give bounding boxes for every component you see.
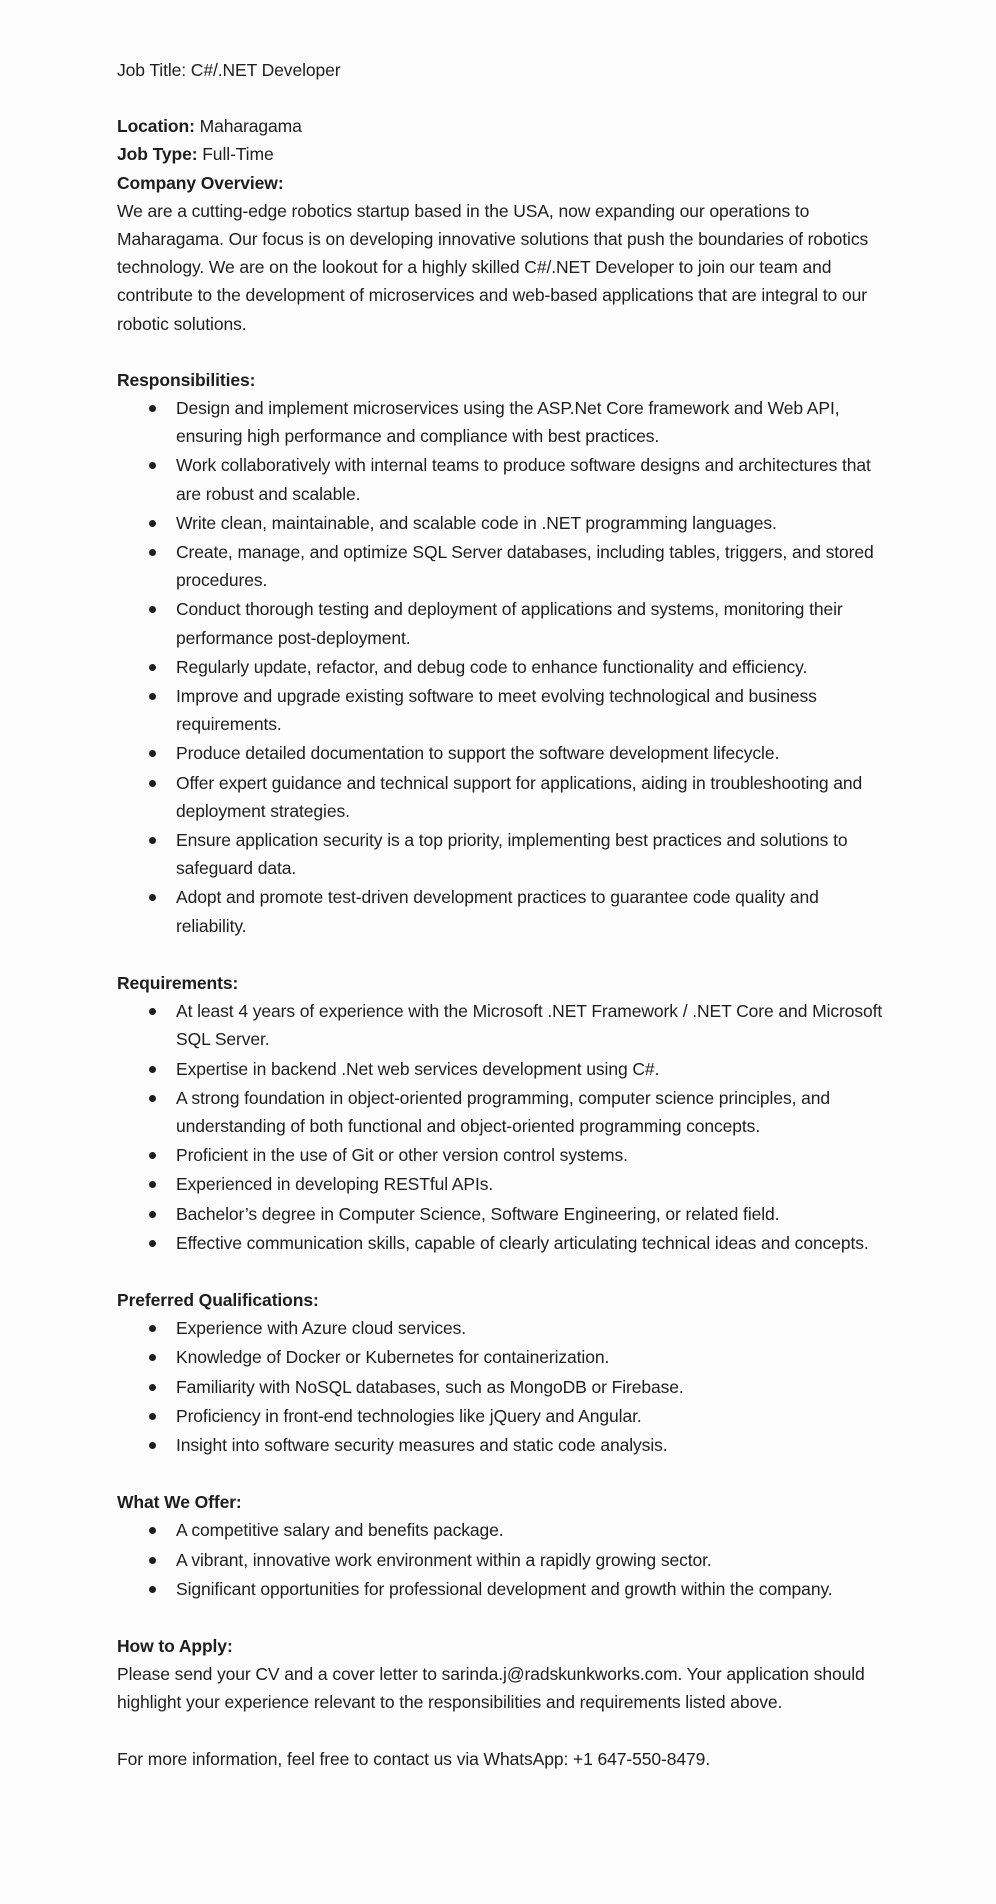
responsibilities-list [117, 394, 883, 940]
list-item: A competitive salary and benefits package. [176, 1516, 883, 1544]
preferred-qualifications-section [117, 1286, 883, 1459]
list-item: Effective communication skills, capable of clearly articulating technical ideas and concepts. [176, 1229, 883, 1257]
company-overview-section [117, 169, 883, 338]
job-type-field [117, 140, 883, 168]
what-we-offer-section [117, 1488, 883, 1603]
list-item: Expertise in backend .Net web services development using C#. [176, 1055, 883, 1083]
company-overview-text: We are a cutting-edge robotics startup based in the USA, now expanding our operations to Maharagama. Our focus is on developing innovative solutions that push the boundaries of robotics technology. We are on the lookout for a highly skilled C#/.NET Developer to join our team and contribute to the development of microservices and web-based applications that are integral to our robotic solutions. [117, 200, 869, 334]
list-item: Design and implement microservices using the ASP.Net Core framework and Web API, ensuring high performance and compliance with best practices. [176, 394, 883, 450]
preferred-qualifications-heading: Preferred Qualifications: [117, 1289, 319, 1310]
how-to-apply-heading: How to Apply: [117, 1635, 233, 1656]
list-item: Familiarity with NoSQL databases, such as MongoDB or Firebase. [176, 1373, 883, 1401]
list-item: Offer expert guidance and technical support for applications, aiding in troubleshooting and deployment strategies. [176, 769, 883, 825]
apply-text-after: . Your application should highlight your experience relevant to the responsibilities and requirements listed above. [117, 1664, 865, 1713]
list-item: Adopt and promote test-driven development practices to guarantee code quality and reliability. [176, 883, 883, 939]
list-item: At least 4 years of experience with the Microsoft .NET Framework / .NET Core and Microsoft SQL Server. [176, 997, 883, 1053]
location-field [117, 112, 883, 140]
list-item: Knowledge of Docker or Kubernetes for containerization. [176, 1343, 883, 1371]
contact-info [117, 1745, 883, 1773]
list-item: Experience with Azure cloud services. [176, 1314, 883, 1342]
company-overview-heading: Company Overview: [117, 172, 284, 193]
list-item: Insight into software security measures and static code analysis. [176, 1431, 883, 1459]
requirements-section [117, 969, 883, 1257]
how-to-apply-section [117, 1632, 883, 1717]
responsibilities-heading: Responsibilities: [117, 369, 256, 390]
requirements-list [117, 997, 883, 1257]
list-item: A vibrant, innovative work environment within a rapidly growing sector. [176, 1546, 883, 1574]
what-we-offer-list [117, 1516, 883, 1603]
list-item: Bachelor’s degree in Computer Science, Software Engineering, or related field. [176, 1200, 883, 1228]
job-type-label: Job Type: [117, 144, 198, 165]
application-email: sarinda.j@radskunkworks.com [441, 1664, 678, 1685]
what-we-offer-heading: What We Offer: [117, 1492, 242, 1513]
job-title: Job Title: C#/.NET Developer [117, 60, 341, 80]
list-item: Produce detailed documentation to support the software development lifecycle. [176, 739, 883, 767]
contact-text-before: For more information, feel free to contact us via WhatsApp: [117, 1748, 574, 1769]
requirements-heading: Requirements: [117, 972, 239, 993]
job-type-value: Full-Time [202, 144, 274, 165]
list-item: Create, manage, and optimize SQL Server databases, including tables, triggers, and stored procedures. [176, 538, 883, 594]
list-item: Ensure application security is a top priority, implementing best practices and solutions to safeguard data. [176, 826, 883, 882]
apply-text-before: Please send your CV and a cover letter to [117, 1664, 442, 1685]
list-item: Significant opportunities for professional development and growth within the company. [176, 1575, 883, 1603]
location-value: Maharagama [199, 116, 302, 137]
responsibilities-section [117, 366, 883, 940]
list-item: Write clean, maintainable, and scalable code in .NET programming languages. [176, 509, 883, 537]
list-item: Proficient in the use of Git or other version control systems. [176, 1141, 883, 1169]
contact-text-after: . [705, 1748, 711, 1769]
list-item: Proficiency in front-end technologies like jQuery and Angular. [176, 1402, 883, 1430]
how-to-apply-text [117, 1660, 883, 1716]
whatsapp-phone: +1 647-550-8479 [573, 1748, 706, 1769]
list-item: Regularly update, refactor, and debug code to enhance functionality and efficiency. [176, 653, 883, 681]
location-label: Location: [117, 116, 195, 137]
preferred-qualifications-list [117, 1314, 883, 1459]
list-item: A strong foundation in object-oriented programming, computer science principles, and understanding of both functional and object-oriented programming concepts. [176, 1084, 883, 1140]
list-item: Conduct thorough testing and deployment of applications and systems, monitoring their performance post-deployment. [176, 595, 883, 651]
list-item: Improve and upgrade existing software to meet evolving technological and business requirements. [176, 682, 883, 738]
list-item: Experienced in developing RESTful APIs. [176, 1170, 883, 1198]
list-item: Work collaboratively with internal teams to produce software designs and architectures that are robust and scalable. [176, 451, 883, 507]
